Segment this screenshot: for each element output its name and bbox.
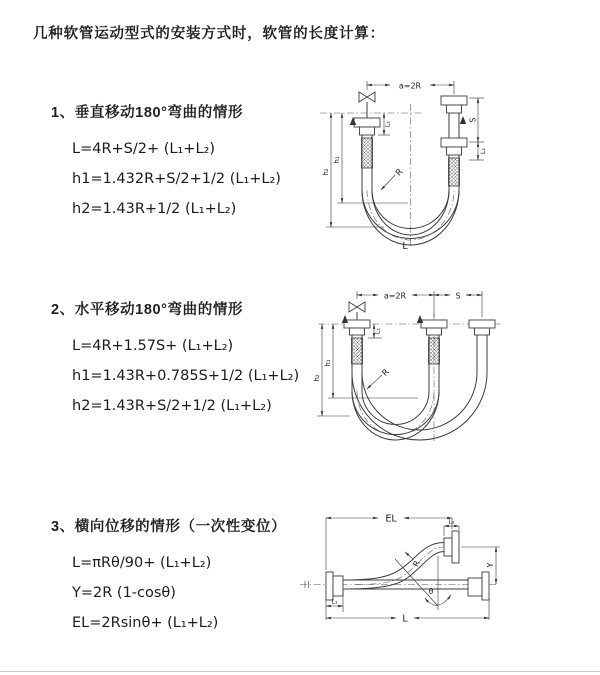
flange-hub [333,576,343,596]
section-lateral-displacement [51,517,286,638]
flange [441,96,467,105]
dim-label-l2: L₂ [448,517,455,526]
flange [469,320,495,328]
hose-bend [352,391,439,440]
dim-label-l1: L₁ [331,597,338,606]
dim-label-l1: L₁ [373,327,382,335]
valve-icon [349,302,365,320]
hose-bend-moved [362,373,477,430]
braid-section [352,338,363,364]
formula-line: h1=1.43R+0.785S+1/2 (L₁+L₂) [72,368,300,384]
dim-label-h2: h₂ [322,168,330,176]
dim-label-theta: θ [428,587,434,596]
hose-bend [362,391,429,425]
hose-s-curve [343,552,444,590]
flange-hub [447,105,462,113]
braid-section [429,338,440,364]
flange [441,138,467,147]
dim-label-r: R [380,367,392,379]
flange-hub [468,578,482,596]
section-horizontal-180 [51,300,299,421]
flange [482,572,489,600]
flange-hub [475,328,490,335]
flange-hub [360,127,375,135]
formula-line: L=πRθ/90+ (L₁+L₂) [72,555,212,571]
formula-line: h1=1.432R+S/2+1/2 (L₁+L₂) [72,171,281,187]
formula-list [72,548,286,638]
section-heading: 2、水平移动180°弯曲的情形 [51,302,244,318]
movement-arrow [417,315,423,323]
formula-line: h2=1.43R+1/2 (L₁+L₂) [72,201,237,217]
dim-label-h1: h₁ [333,156,341,164]
flange-hub [447,147,462,155]
flange [344,320,370,328]
braid-section [449,158,460,186]
formula-line: Y=2R (1-cosθ) [72,585,176,601]
braid-section [362,138,373,168]
dim-label-l: L [402,613,408,625]
flange [354,118,380,127]
dim-label-h1: h₁ [324,359,332,367]
flange [326,572,333,600]
formula-line: L=4R+1.57S+ (L₁+L₂) [72,338,234,354]
formula-line: h2=1.43R+S/2+1/2 (L₁+L₂) [72,398,272,414]
dim-label-span: a=2R [383,291,407,301]
flange [421,320,447,328]
diagram-horizontal-180-bend [312,283,592,461]
hose-centerline-arc [357,391,434,435]
dim-label-span: a=2R [398,81,422,91]
page-title: 几种软管运动型式的安装方式时，软管的长度计算： [33,26,385,42]
dim-label-l1: L₁ [479,147,487,155]
hose-s-curve [343,543,444,581]
formula-list [72,134,281,224]
section-heading: 3、横向位移的情形（一次性变位） [51,519,287,535]
flange [452,531,459,563]
dim-label-r: R [394,167,406,179]
movement-arrow [342,315,348,323]
dim-label-r: R [411,559,422,569]
page-bottom-edge [0,671,600,672]
valve-icon [359,92,375,118]
formula-list [72,331,299,421]
dim-label-y: Y [486,562,495,568]
dim-label-h2: h₂ [313,374,321,382]
flange-hub [350,328,365,335]
dim-label-s: S [468,117,478,123]
dim-label-el: EL [385,513,397,525]
section-heading: 1、垂直移动180°弯曲的情形 [51,105,244,121]
diagram-lateral-displacement [298,502,594,662]
formula-line: L=4R+S/2+ (L₁+L₂) [72,141,215,157]
flange-hub [444,538,452,556]
dim-label-s: S [455,291,461,301]
dim-label-l: L [402,241,408,252]
movement-arrow-up [460,116,466,124]
diagram-vertical-180-bend [312,72,592,257]
section-vertical-180 [51,103,281,224]
dim-label-l1: L₁ [383,120,392,128]
flange-hub [427,328,442,335]
formula-line: EL=2Rsinθ+ (L₁+L₂) [72,615,219,631]
